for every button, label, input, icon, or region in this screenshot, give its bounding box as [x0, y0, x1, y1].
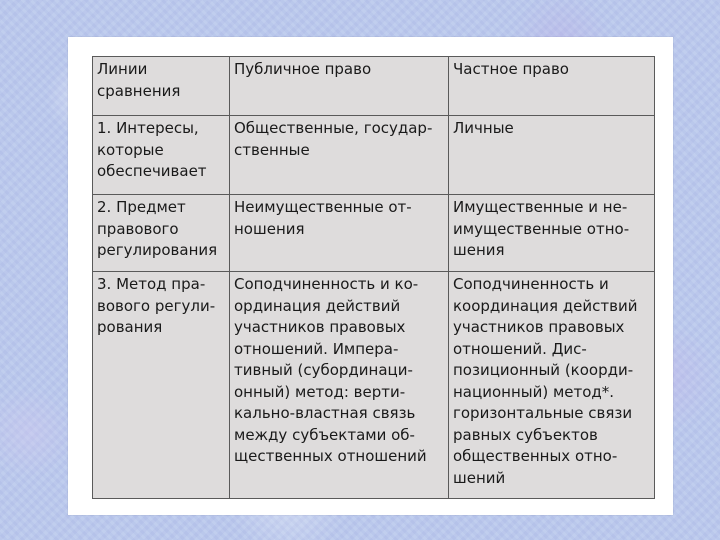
table-row: [93, 195, 655, 272]
row-private-value: Имущественные и не- имущественные отно- шения: [449, 195, 655, 272]
row-public-value: Соподчиненность и ко- ординация действий участников правовых отношений. Импера- тивный (субординаци- онный) метод: верти- кально-властная связь между субъектами об- щественных отношений: [230, 272, 449, 499]
row-criterion: 1. Интересы, которые обеспечивает: [93, 116, 230, 195]
header-private-law: Частное право: [449, 57, 655, 116]
row-private-value: Соподчиненность и координация действий участников правовых отношений. Дис- позиционный (коорди- национный) метод*. горизонтальные связи равных субъектов общественных отно- шений: [449, 272, 655, 499]
row-private-value: Личные: [449, 116, 655, 195]
table-header-row: [93, 57, 655, 116]
table-row: [93, 272, 655, 499]
row-criterion: 2. Предмет правового регулирования: [93, 195, 230, 272]
header-criteria: Линии сравнения: [93, 57, 230, 116]
row-public-value: Общественные, государ- ственные: [230, 116, 449, 195]
comparison-table: [92, 56, 655, 499]
header-public-law: Публичное право: [230, 57, 449, 116]
row-criterion: 3. Метод пра- вового регули- рования: [93, 272, 230, 499]
row-public-value: Неимущественные от- ношения: [230, 195, 449, 272]
table-row: [93, 116, 655, 195]
